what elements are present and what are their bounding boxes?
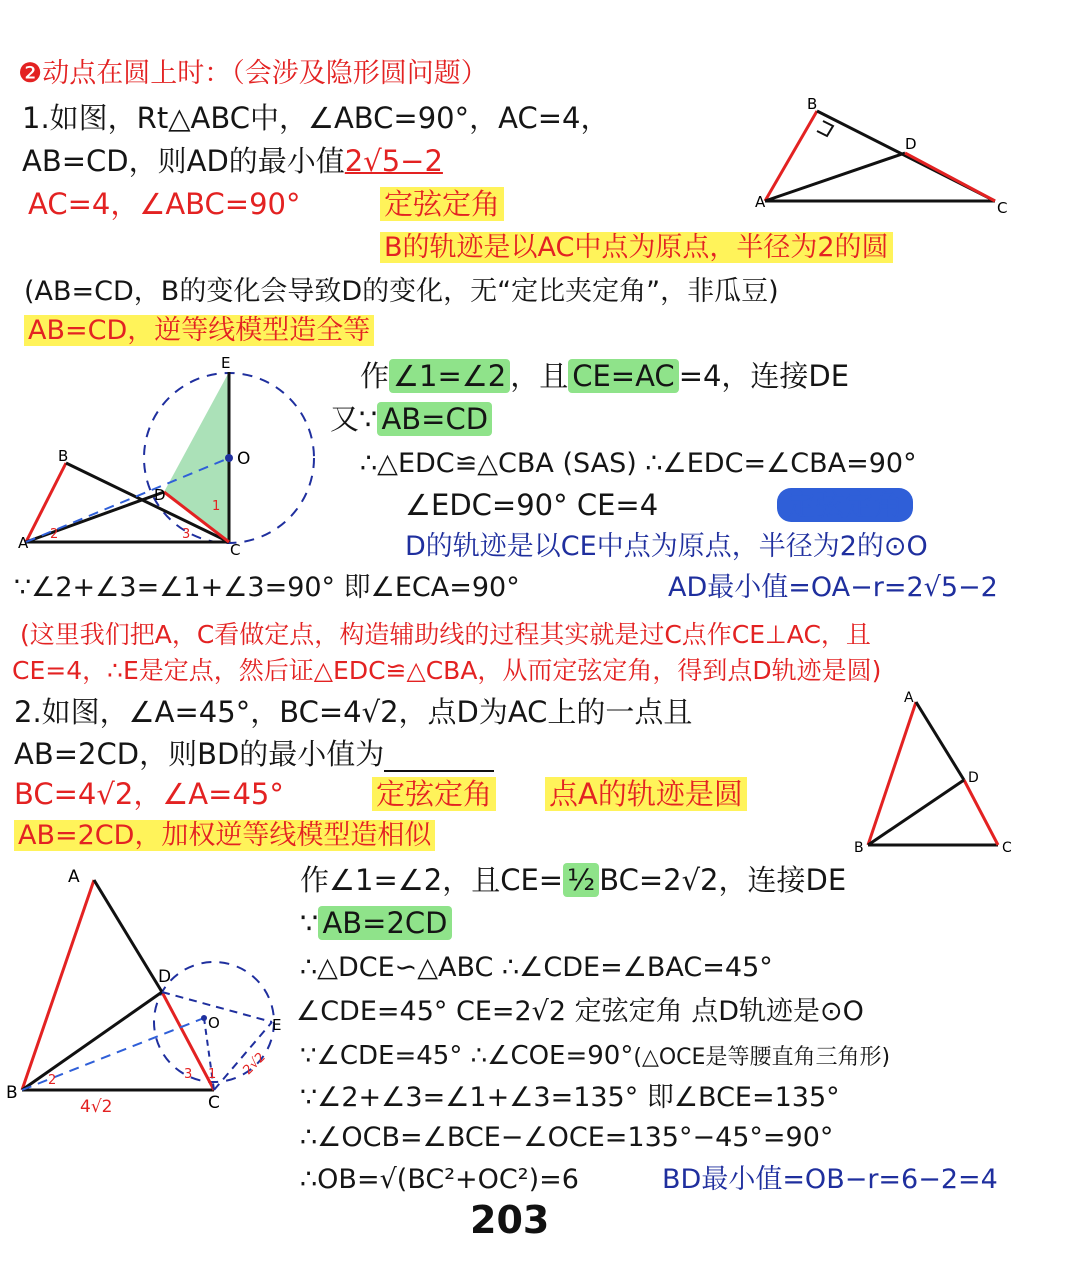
segment-bd — [22, 992, 162, 1090]
label-c: C — [230, 541, 241, 559]
figure-1-small — [745, 95, 1025, 220]
p1-stem-line1: 1.如图，Rt△ABC中，∠ABC=90°，AC=4， — [22, 101, 610, 135]
p2-step1-frac: ½ — [563, 863, 599, 897]
segment-dc — [905, 153, 995, 201]
p2-step2-prefix: ∵ — [300, 906, 319, 940]
label-d: D — [154, 486, 166, 504]
p2-locus-a — [545, 776, 747, 812]
angle-label-2: 2 — [50, 527, 59, 542]
label-e: E — [272, 1016, 282, 1034]
segment-ad — [916, 702, 964, 780]
p1-locus-text: B的轨迹是以AC中点为原点，半径为2的圆 — [380, 232, 893, 263]
p2-step5 — [300, 1038, 890, 1076]
p1-note: (AB=CD，B的变化会导致D的变化，无“定比夹定角”，非瓜豆) — [24, 276, 779, 307]
p1-given: AC=4，∠ABC=90° — [28, 187, 301, 221]
label-d: D — [905, 135, 917, 153]
segment-dc — [964, 780, 998, 845]
p1-answer: 2√5−2 — [344, 144, 443, 178]
label-o: O — [237, 449, 251, 469]
segment-ad — [94, 880, 162, 992]
p1-step1-mid: ，且 — [510, 359, 569, 393]
p2-tag — [372, 776, 496, 812]
label-c: C — [1002, 840, 1012, 856]
p1-model — [24, 313, 374, 349]
p1-tag-text: 定弦定角 — [380, 187, 504, 221]
p2-step5-note: (△OCE是等腰直角三角形) — [633, 1045, 891, 1070]
angle-label-3: 3 — [182, 527, 191, 542]
p2-locus-text: 点A的轨迹是圆 — [545, 777, 747, 811]
p2-step6: ∵∠2+∠3=∠1+∠3=135° 即∠BCE=135° — [300, 1082, 840, 1113]
label-c: C — [997, 199, 1008, 217]
p2-step1-suffix: BC=2√2，连接DE — [599, 863, 847, 897]
p2-step2-hl: AB=2CD — [318, 906, 451, 940]
label-a: A — [68, 867, 80, 887]
p2-step5-main: ∵∠CDE=45° ∴∠COE=90° — [300, 1041, 634, 1071]
p2-result: BD最小值=OB−r=6−2=4 — [662, 1164, 998, 1195]
angle-label-3: 3 — [184, 1067, 193, 1082]
p1-step1-hl2: CE=AC — [568, 359, 678, 393]
p2-step1 — [300, 862, 846, 898]
label-b: B — [807, 95, 818, 113]
section-header — [18, 56, 488, 92]
label-o: O — [208, 1014, 220, 1032]
p1-step4 — [405, 487, 913, 523]
label-b: B — [854, 840, 864, 856]
p2-step7: ∴∠OCB=∠BCE−∠OCE=135°−45°=90° — [300, 1122, 834, 1153]
label-d: D — [968, 770, 979, 786]
p1-stem-line2 — [22, 143, 443, 179]
label-e: E — [221, 354, 231, 372]
label-b: B — [58, 447, 69, 465]
p1-tag — [380, 186, 504, 222]
angle-label-1: 1 — [212, 499, 221, 514]
label-a: A — [904, 690, 914, 706]
p1-step3: ∴△EDC≌△CBA (SAS) ∴∠EDC=∠CBA=90° — [360, 448, 917, 479]
p1-remark1: (这里我们把A，C看做定点，构造辅助线的过程其实就是过C点作CE⊥AC，且 — [20, 620, 871, 649]
page-number: 203 — [470, 1198, 550, 1242]
p2-stem-line2 — [14, 736, 494, 772]
label-bc-length: 4√2 — [80, 1097, 113, 1117]
p1-locus-b — [380, 230, 893, 266]
label-b: B — [6, 1083, 18, 1103]
right-angle-mark — [817, 121, 833, 136]
p2-step1-prefix: 作∠1=∠2，且CE= — [300, 863, 564, 897]
p1-model-text: AB=CD，逆等线模型造全等 — [24, 315, 374, 346]
p2-tag-text: 定弦定角 — [372, 777, 496, 811]
label-d: D — [158, 967, 172, 987]
segment-ad — [765, 153, 905, 201]
p2-stem-text: AB=2CD，则BD的最小值为 — [14, 737, 385, 771]
figure-2-big — [4, 860, 294, 1120]
p1-step4-pill: 定弦定角 — [777, 488, 913, 522]
point-o — [225, 454, 233, 462]
p1-step1 — [360, 358, 849, 394]
p1-remark2: CE=4，∴E是定点，然后证△EDC≌△CBA，从而定弦定角，得到点D轨迹是圆) — [12, 656, 882, 685]
label-a: A — [755, 193, 766, 211]
p2-model-text: AB=2CD，加权逆等线模型造相似 — [14, 820, 435, 851]
segment-ab — [22, 880, 94, 1090]
p1-result: AD最小值=OA−r=2√5−2 — [668, 572, 998, 603]
p1-step5: D的轨迹是以CE中点为原点，半径为2的⊙O — [405, 531, 928, 562]
p1-stem-prefix: AB=CD，则AD的最小值 — [22, 144, 345, 178]
p2-given: BC=4√2，∠A=45° — [14, 777, 284, 811]
section-badge: ❷ — [18, 58, 43, 89]
p2-step8: ∴OB=√(BC²+OC²)=6 — [300, 1164, 579, 1195]
point-o — [201, 1015, 207, 1021]
label-ce-length: 2√2 — [240, 1049, 269, 1079]
p1-step1-hl: ∠1=∠2 — [389, 359, 510, 393]
segment-ab — [765, 111, 817, 201]
p1-step6: ∵∠2+∠3=∠1+∠3=90° 即∠ECA=90° — [14, 572, 520, 603]
p1-step4-text: ∠EDC=90° CE=4 — [405, 488, 659, 522]
p2-answer-blank — [384, 746, 494, 772]
p1-step2-hl: AB=CD — [377, 402, 492, 436]
p2-step2 — [300, 905, 452, 941]
angle-label-2: 2 — [48, 1073, 57, 1088]
p2-step3: ∴△DCE∽△ABC ∴∠CDE=∠BAC=45° — [300, 952, 773, 983]
p1-step1-suffix: =4，连接DE — [678, 359, 850, 393]
section-title: 动点在圆上时：（会涉及隐形圆问题） — [42, 58, 488, 89]
p1-step2 — [330, 401, 492, 437]
label-c: C — [208, 1093, 220, 1113]
segment-ab — [868, 702, 916, 845]
segment-bd — [868, 780, 964, 845]
figure-1-big — [14, 350, 334, 560]
p2-stem-line1: 2.如图，∠A=45°，BC=4√2，点D为AC上的一点且 — [14, 695, 693, 729]
p1-step2-prefix: 又∵ — [330, 402, 378, 436]
p2-step4: ∠CDE=45° CE=2√2 定弦定角 点D轨迹是⊙O — [296, 996, 864, 1027]
p1-step1-prefix: 作 — [360, 359, 390, 393]
figure-2-small — [850, 688, 1030, 858]
p2-model — [14, 818, 435, 854]
label-a: A — [18, 534, 29, 552]
angle-label-1: 1 — [208, 1067, 217, 1082]
